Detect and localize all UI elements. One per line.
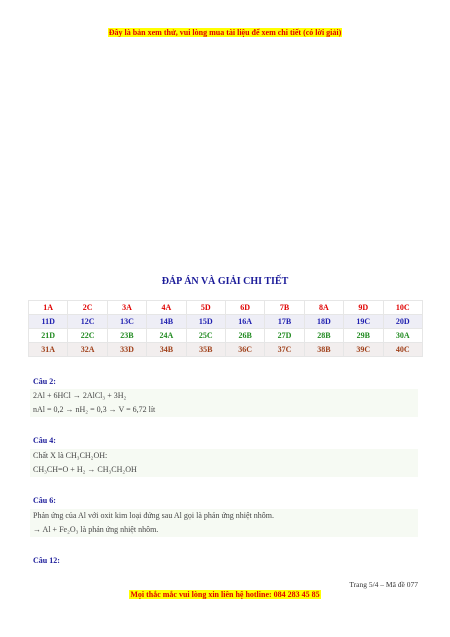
- question-solution: [30, 389, 418, 417]
- answer-cell: 14B: [147, 315, 186, 329]
- answer-cell: 19C: [344, 315, 383, 329]
- page-title: ĐÁP ÁN VÀ GIẢI CHI TIẾT: [161, 276, 289, 287]
- solution-line: nAl = 0,2 → nH₂ = 0,3 → V = 6,72 lít: [33, 405, 156, 414]
- answer-cell: 2C: [68, 301, 107, 315]
- page-number: Trang 5/4 – Mã đề 077: [349, 580, 418, 589]
- answer-cell: 38B: [304, 343, 343, 357]
- answer-cell: 32A: [68, 343, 107, 357]
- answer-cell: 29B: [344, 329, 383, 343]
- answer-cell: 39C: [344, 343, 383, 357]
- hotline-banner: [0, 590, 450, 599]
- answer-cell: 4A: [147, 301, 186, 315]
- answer-cell: 11D: [29, 315, 68, 329]
- answer-cell: 24A: [147, 329, 186, 343]
- answer-row: [29, 315, 423, 329]
- answer-cell: 10C: [383, 301, 422, 315]
- question-heading: Câu 4:: [33, 436, 56, 445]
- answer-cell: 1A: [29, 301, 68, 315]
- answer-cell: 36C: [225, 343, 264, 357]
- answer-cell: 34B: [147, 343, 186, 357]
- answer-cell: 30A: [383, 329, 422, 343]
- hotline-text: Mọi thắc mắc vui lòng xin liên hệ hotline: 084 283 45 85: [130, 590, 320, 599]
- answer-cell: 8A: [304, 301, 343, 315]
- answer-cell: 5D: [186, 301, 225, 315]
- preview-notice-text: Đây là bản xem thử, vui lòng mua tài liệu để xem chi tiết (có lời giải): [108, 28, 342, 37]
- answer-cell: 33D: [107, 343, 146, 357]
- answer-cell: 18D: [304, 315, 343, 329]
- answer-key-table: [28, 300, 423, 357]
- solution-line: 2Al + 6HCl → 2AlCl₃ + 3H₂: [33, 391, 127, 400]
- answer-cell: 40C: [383, 343, 422, 357]
- answer-cell: 16A: [225, 315, 264, 329]
- answer-row: [29, 301, 423, 315]
- answer-cell: 26B: [225, 329, 264, 343]
- question-solution: [30, 449, 418, 477]
- question-heading: Câu 2:: [33, 377, 56, 386]
- answer-cell: 31A: [29, 343, 68, 357]
- answer-cell: 12C: [68, 315, 107, 329]
- answer-cell: 28B: [304, 329, 343, 343]
- answer-cell: 17B: [265, 315, 304, 329]
- answer-cell: 20D: [383, 315, 422, 329]
- answer-row: [29, 329, 423, 343]
- question-heading: Câu 6:: [33, 496, 56, 505]
- answer-cell: 7B: [265, 301, 304, 315]
- answer-cell: 9D: [344, 301, 383, 315]
- solution-line: CH₃CH=O + H₂ → CH₃CH₂OH: [33, 465, 137, 474]
- answer-cell: 25C: [186, 329, 225, 343]
- question-heading: Câu 12:: [33, 556, 60, 565]
- answer-row: [29, 343, 423, 357]
- solution-line: Phản ứng của Al với oxit kim loại đứng sau Al gọi là phản ứng nhiệt nhôm.: [33, 511, 274, 520]
- answer-cell: 37C: [265, 343, 304, 357]
- preview-notice-banner: [0, 28, 450, 37]
- answer-cell: 3A: [107, 301, 146, 315]
- answer-cell: 13C: [107, 315, 146, 329]
- solution-line: → Al + Fe₂O₃ là phản ứng nhiệt nhôm.: [33, 525, 159, 534]
- answer-cell: 21D: [29, 329, 68, 343]
- answer-cell: 22C: [68, 329, 107, 343]
- answer-cell: 6D: [225, 301, 264, 315]
- answer-cell: 23B: [107, 329, 146, 343]
- answer-cell: 15D: [186, 315, 225, 329]
- answer-cell: 35B: [186, 343, 225, 357]
- answer-cell: 27D: [265, 329, 304, 343]
- solution-line: Chất X là CH₃CH₂OH:: [33, 451, 108, 460]
- question-solution: [30, 509, 418, 537]
